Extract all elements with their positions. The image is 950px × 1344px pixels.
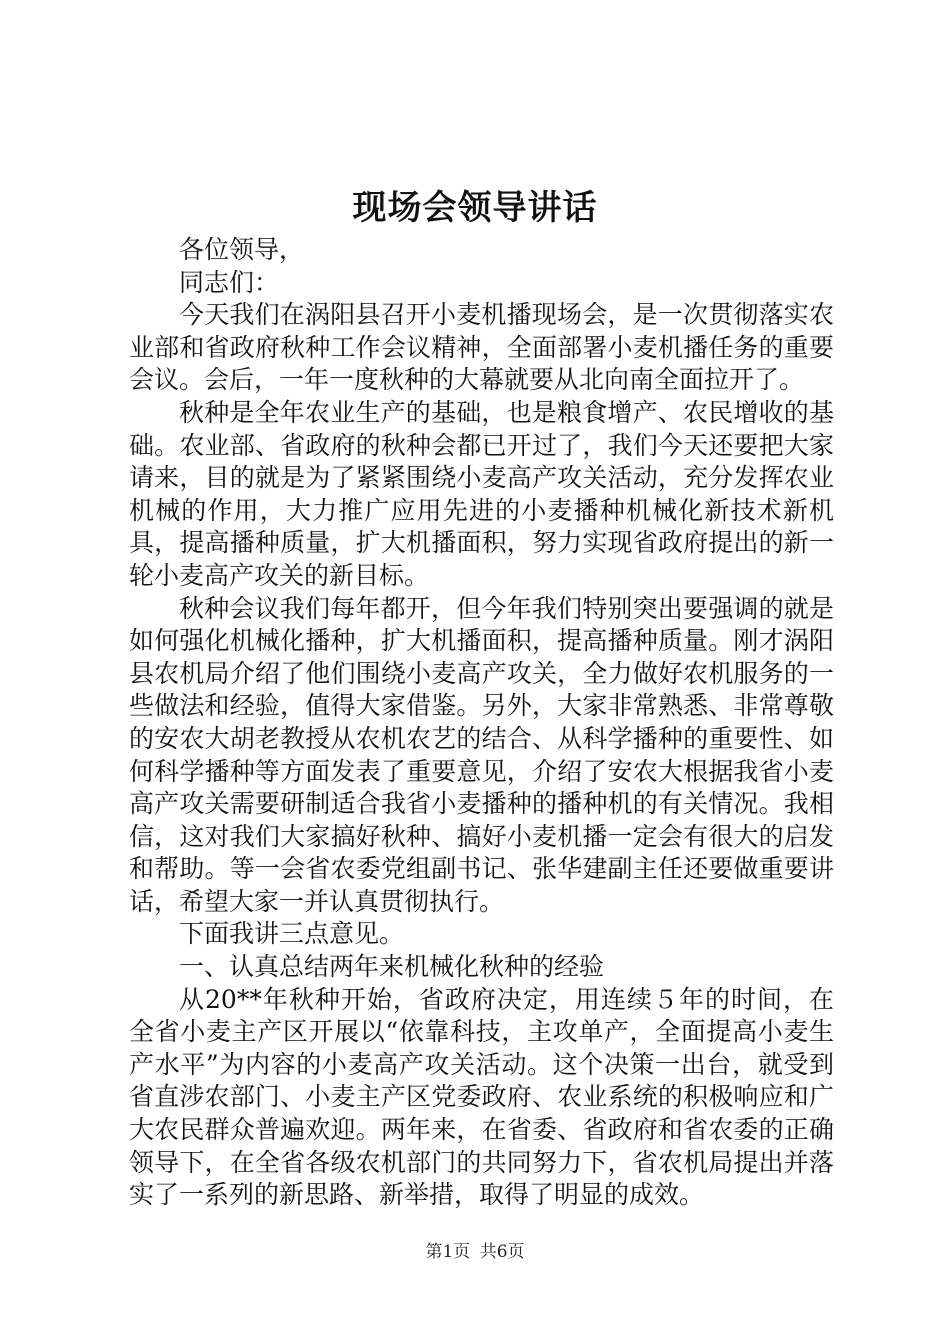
salutation-leaders: 各位领导， bbox=[179, 235, 305, 264]
section-heading-one: 一、认真总结两年来机械化秋种的经验 bbox=[179, 952, 605, 982]
paragraph-three-points: 下面我讲三点意见。 bbox=[179, 919, 405, 949]
paragraph-intro: 今天我们在涡阳县召开小麦机播现场会，是一次贯彻落实农业部和省政府秋种工作会议精神，全面部署小麦机播任务的重要会议。会后，一年一度秋种的大幕就要从北向南全面拉开了。 bbox=[129, 300, 834, 395]
paragraph-meeting-focus: 秋种会议我们每年都开，但今年我们特别突出要强调的就是如何强化机械化播种，扩大机播面积，提高播种质量。刚才涡阳县农机局介绍了他们围绕小麦高产攻关，全力做好农机服务的一些做法和经验，值得大家借鉴。另外，大家非常熟悉、非常尊敬的安农大胡老教授从农机农艺的结合、从科学播种的重要性、如何科学播种等方面发表了重要意见，介绍了安农大根据我省小麦高产攻关需要研制适合我省小麦播种的播种机的有关情况。我相信，这对我们大家搞好秋种、搞好小麦机播一定会有很大的启发和帮助。等一会省农委党组副书记、张华建副主任还要做重要讲话，希望大家一并认真贯彻执行。 bbox=[129, 593, 834, 916]
page-footer bbox=[0, 1240, 950, 1264]
page-total: 共6页 bbox=[479, 1242, 525, 1262]
document-title: 现场会领导讲话 bbox=[352, 188, 598, 228]
paragraph-autumn-sowing: 秋种是全年农业生产的基础，也是粮食增产、农民增收的基础。农业部、省政府的秋种会都已开过了，我们今天还要把大家请来，目的就是为了紧紧围绕小麦高产攻关活动，充分发挥农业机械的作用，大力推广应用先进的小麦播种机械化新技术新机具，提高播种质量，扩大机播面积，努力实现省政府提出的新一轮小麦高产攻关的新目标。 bbox=[129, 397, 834, 590]
page-number: 第1页 bbox=[425, 1242, 471, 1262]
paragraph-history: 从20**年秋种开始，省政府决定，用连续５年的时间，在全省小麦主产区开展以“依靠科技，主攻单产，全面提高小麦生产水平”为内容的小麦高产攻关活动。这个决策一出台，就受到省直涉农部门、小麦主产区党委政府、农业系统的积极响应和广大农民群众普遍欢迎。两年来，在省委、省政府和省农委的正确领导下，在全省各级农机部门的共同努力下，省农机局提出并落实了一系列的新思路、新举措，取得了明显的成效。 bbox=[129, 984, 834, 1210]
salutation-comrades: 同志们： bbox=[179, 267, 280, 297]
document-body bbox=[129, 234, 834, 1212]
